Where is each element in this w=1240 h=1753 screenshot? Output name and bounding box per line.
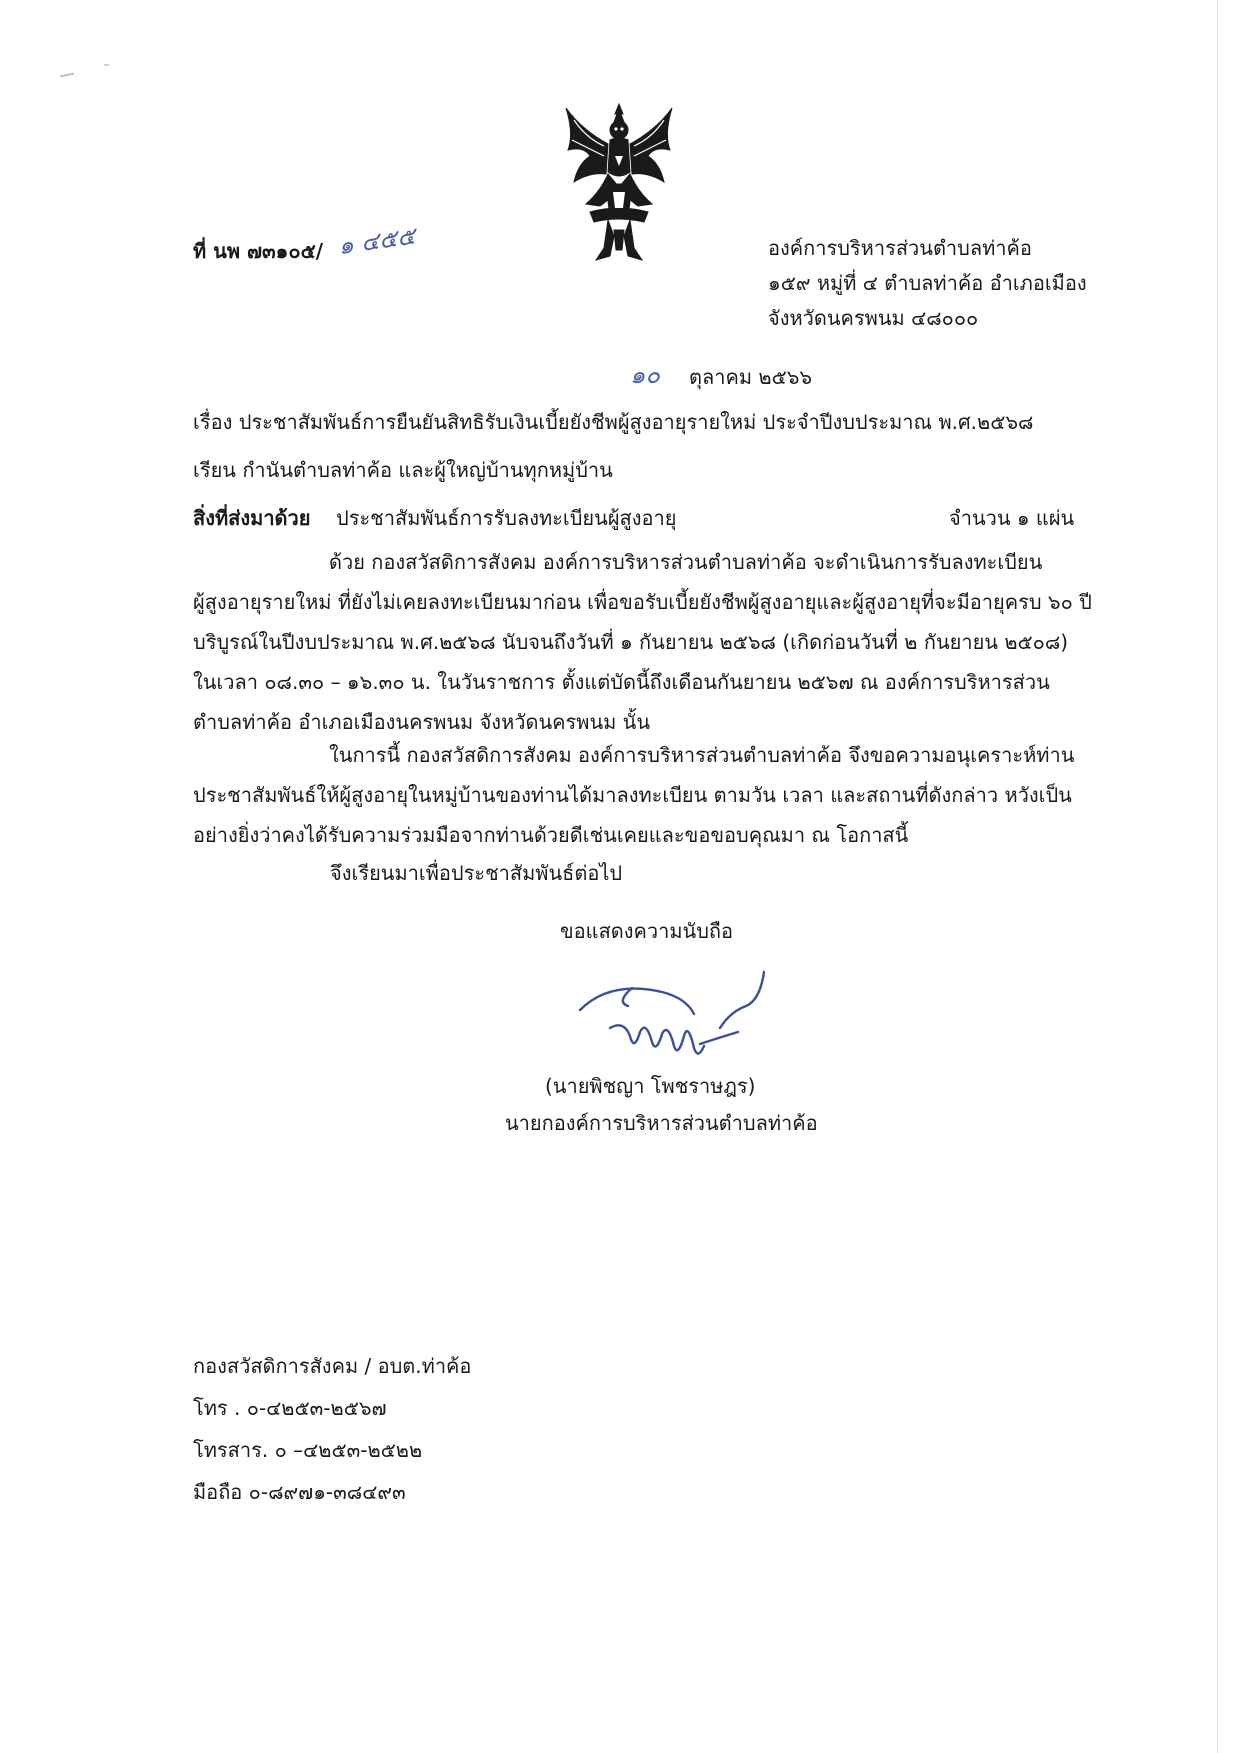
paragraph-line: ตำบลท่าค้อ อำเภอเมืองนครพนม จังหวัดนครพนม นั้น bbox=[193, 710, 651, 734]
organization-address-line: จังหวัดนครพนม ๔๘๐๐๐ bbox=[768, 306, 979, 330]
contact-phone: โทร . ๐-๔๒๕๓-๒๕๖๗ bbox=[193, 1396, 387, 1420]
paragraph-line: ประชาสัมพันธ์ให้ผู้สูงอายุในหมู่บ้านของท่านได้มาลงทะเบียน ตามวัน เวลา และสถานที่ดังกล่าว หวังเป็น bbox=[193, 783, 1072, 807]
letter-salutation: เรียน กำนันตำบลท่าค้อ และผู้ใหญ่บ้านทุกหมู่บ้าน bbox=[193, 458, 613, 482]
organization-address-line: ๑๕๙ หมู่ที่ ๔ ตำบลท่าค้อ อำเภอเมือง bbox=[768, 271, 1087, 295]
signer-title: นายกองค์การบริหารส่วนตำบลท่าค้อ bbox=[505, 1111, 818, 1135]
reference-handwritten-number: ๑ ๔๕๕ bbox=[336, 221, 417, 261]
organization-name: องค์การบริหารส่วนตำบลท่าค้อ bbox=[768, 236, 1032, 260]
contact-fax: โทรสาร. ๐ –๔๒๕๓-๒๕๒๒ bbox=[193, 1438, 423, 1462]
contact-mobile: มือถือ ๐-๘๙๗๑-๓๘๔๙๓ bbox=[193, 1480, 406, 1504]
date-month-year: ตุลาคม ๒๕๖๖ bbox=[689, 365, 813, 389]
contact-department: กองสวัสดิการสังคม / อบต.ท่าค้อ bbox=[193, 1354, 472, 1378]
regards-line: ขอแสดงความนับถือ bbox=[560, 919, 734, 943]
date-day-handwritten: ๑๐ bbox=[630, 361, 660, 389]
enclosure-count: จำนวน ๑ แผ่น bbox=[949, 506, 1075, 530]
paragraph-line: ด้วย กองสวัสดิการสังคม องค์การบริหารส่วนตำบลท่าค้อ จะดำเนินการรับลงทะเบียน bbox=[329, 550, 1043, 574]
reference-number: ที่ นพ ๗๓๑๐๕/ bbox=[193, 239, 324, 263]
enclosure-description: ประชาสัมพันธ์การรับลงทะเบียนผู้สูงอายุ bbox=[336, 506, 677, 530]
paragraph-line: ในการนี้ กองสวัสดิการสังคม องค์การบริหารส่วนตำบลท่าค้อ จึงขอความอนุเคราะห์ท่าน bbox=[329, 743, 1075, 767]
scan-edge-line bbox=[1217, 0, 1218, 1753]
closing-line: จึงเรียนมาเพื่อประชาสัมพันธ์ต่อไป bbox=[330, 861, 623, 885]
body-paragraph bbox=[193, 735, 1088, 855]
contact-info-block bbox=[193, 1353, 471, 1521]
paragraph-line: บริบูรณ์ในปีงบประมาณ พ.ศ.๒๕๖๘ นับจนถึงวันที่ ๑ กันยายน ๒๕๖๘ (เกิดก่อนวันที่ ๒ กันยายน ๒๕๐๘) bbox=[193, 630, 1069, 654]
letter-subject: เรื่อง ประชาสัมพันธ์การยืนยันสิทธิรับเงินเบี้ยยังชีพผู้สูงอายุรายใหม่ ประจำปีงบประมาณ พ.ศ.๒๕๖๘ bbox=[193, 410, 1034, 434]
body-paragraph bbox=[193, 542, 1092, 742]
handwritten-signature bbox=[570, 962, 770, 1072]
scan-speck bbox=[104, 64, 109, 66]
signer-name: (นายพิชญา โพชราษฎร) bbox=[545, 1074, 756, 1098]
scan-speck bbox=[60, 73, 74, 78]
garuda-emblem-icon bbox=[560, 100, 678, 264]
paragraph-line: ผู้สูงอายุรายใหม่ ที่ยังไม่เคยลงทะเบียนมาก่อน เพื่อขอรับเบี้ยยังชีพผู้สูงอายุและผู้สูงอายุที่จะมีอายุครบ ๖๐ ปี bbox=[193, 590, 1092, 614]
paragraph-line: ในเวลา ๐๘.๓๐ – ๑๖.๓๐ น. ในวันราชการ ตั้งแต่บัดนี้ถึงเดือนกันยายน ๒๕๖๗ ณ องค์การบริหารส่วน bbox=[193, 670, 1050, 694]
sender-address-block bbox=[768, 235, 1087, 340]
enclosure-label: สิ่งที่ส่งมาด้วย bbox=[193, 506, 311, 530]
paragraph-line: อย่างยิ่งว่าคงได้รับความร่วมมือจากท่านด้วยดีเช่นเคยและขอขอบคุณมา ณ โอกาสนี้ bbox=[193, 823, 909, 847]
